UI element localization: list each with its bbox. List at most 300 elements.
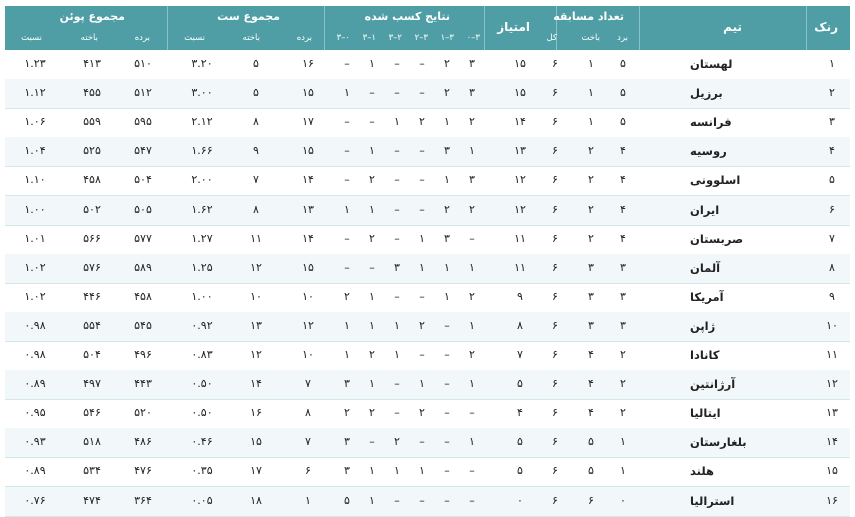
rank-cell: ۳: [829, 115, 835, 129]
result-03-cell: –: [344, 260, 350, 274]
result-32-cell: –: [419, 173, 425, 187]
result-23-cell: –: [394, 144, 400, 158]
pts-lost-cell: ۵۲۵: [83, 144, 101, 158]
lost-cell: ۲: [588, 173, 594, 187]
pts-won-cell: ۵۹۵: [134, 115, 152, 129]
pts-ratio-cell: ۱.۰۲: [24, 289, 46, 303]
table-row: [5, 312, 850, 342]
result-30-cell: ۳: [469, 173, 475, 187]
result-23-cell: –: [394, 173, 400, 187]
sets-lost-cell: ۸: [253, 202, 259, 216]
pts-lost-cell: ۵۴۶: [83, 406, 101, 420]
header-results-32: ۳–۲: [414, 33, 428, 43]
result-30-cell: ۲: [469, 348, 475, 361]
pts-ratio-cell: ۰.۸۹: [24, 464, 46, 478]
rank-cell: ۲: [829, 86, 835, 100]
header-matches-total: کل: [546, 33, 557, 43]
sets-lost-cell: ۹: [253, 144, 259, 158]
total-cell: ۶: [552, 144, 558, 158]
lost-cell: ۵: [588, 464, 594, 478]
pts-ratio-cell: ۰.۹۵: [24, 406, 46, 420]
result-23-cell: ۱: [394, 318, 400, 332]
total-cell: ۶: [552, 173, 558, 187]
result-13-cell: –: [369, 260, 375, 274]
header-results-30: ۳–۰: [466, 33, 480, 43]
standings-table: [5, 6, 850, 508]
result-31-cell: ۲: [444, 86, 450, 100]
total-cell: ۶: [552, 289, 558, 303]
result-32-cell: –: [419, 202, 425, 216]
table-row: [5, 283, 850, 313]
pts-lost-cell: ۵۱۸: [83, 435, 101, 449]
sets-won-cell: ۱۷: [302, 115, 314, 129]
result-31-cell: ۱: [444, 289, 450, 303]
table-row: [5, 487, 850, 517]
won-cell: ۲: [620, 348, 626, 361]
result-13-cell: –: [369, 435, 375, 449]
pts-won-cell: ۵۱۲: [134, 86, 152, 100]
points-cell: ۱۱: [514, 231, 526, 245]
team-name: کانادا: [690, 348, 720, 362]
header-sets: مجموع ست: [217, 10, 280, 23]
result-30-cell: ۱: [469, 144, 475, 158]
pts-lost-cell: ۵۷۶: [83, 260, 101, 274]
won-cell: ۳: [620, 318, 626, 332]
result-23-cell: ۳: [394, 260, 400, 274]
pts-lost-cell: ۵۶۶: [83, 231, 101, 245]
sets-ratio-cell: ۰.۵۰: [191, 377, 213, 391]
team-name: آمریکا: [690, 289, 724, 304]
pts-ratio-cell: ۰.۷۶: [24, 493, 46, 507]
result-31-cell: ۲: [444, 202, 450, 216]
table-row: [5, 196, 850, 226]
result-32-cell: –: [419, 144, 425, 158]
result-23-cell: –: [394, 57, 400, 70]
sets-won-cell: ۱۰: [302, 289, 314, 303]
result-31-cell: –: [444, 348, 450, 361]
result-03-cell: ۳: [344, 435, 350, 449]
sets-won-cell: ۷: [305, 377, 311, 391]
team-name: آرژانتین: [690, 377, 736, 392]
won-cell: ۴: [620, 202, 626, 216]
result-03-cell: ۲: [344, 406, 350, 420]
won-cell: ۲: [620, 377, 626, 391]
result-32-cell: ۱: [419, 231, 425, 245]
result-03-cell: ۳: [344, 377, 350, 391]
sets-lost-cell: ۸: [253, 115, 259, 129]
result-23-cell: –: [394, 86, 400, 100]
rank-cell: ۱۲: [826, 377, 838, 391]
header-sets-won: برده: [296, 33, 312, 43]
pts-lost-cell: ۴۱۳: [83, 57, 101, 70]
points-cell: ۱۲: [514, 202, 526, 216]
pts-ratio-cell: ۰.۹۸: [24, 348, 46, 361]
lost-cell: ۴: [588, 348, 594, 361]
result-32-cell: ۲: [419, 406, 425, 420]
sets-won-cell: ۱۳: [302, 202, 314, 216]
table-row: [5, 428, 850, 458]
table-row: [5, 399, 850, 429]
pts-won-cell: ۵۰۴: [134, 173, 152, 187]
result-30-cell: ۱: [469, 435, 475, 449]
sets-won-cell: ۱: [305, 493, 311, 507]
result-13-cell: ۱: [369, 464, 375, 478]
lost-cell: ۴: [588, 406, 594, 420]
result-30-cell: –: [469, 231, 475, 245]
won-cell: ۳: [620, 289, 626, 303]
result-03-cell: –: [344, 57, 350, 70]
sets-ratio-cell: ۰.۸۳: [191, 348, 213, 361]
header-pts-won: برده: [134, 33, 150, 43]
lost-cell: ۶: [588, 493, 594, 507]
sets-lost-cell: ۷: [253, 173, 259, 187]
lost-cell: ۲: [588, 231, 594, 245]
sets-ratio-cell: ۳.۰۰: [191, 86, 213, 100]
result-23-cell: –: [394, 493, 400, 507]
result-32-cell: ۲: [419, 115, 425, 129]
won-cell: ۴: [620, 231, 626, 245]
result-03-cell: –: [344, 115, 350, 129]
rank-cell: ۱: [829, 57, 835, 70]
rank-cell: ۹: [829, 289, 835, 303]
result-31-cell: ۱: [444, 173, 450, 187]
pts-won-cell: ۵۰۵: [134, 202, 152, 216]
pts-lost-cell: ۵۰۲: [83, 202, 101, 216]
pts-lost-cell: ۴۴۶: [83, 289, 101, 303]
team-name: آلمان: [690, 260, 721, 275]
pts-lost-cell: ۵۵۹: [83, 115, 101, 129]
lost-cell: ۱: [588, 86, 594, 100]
points-cell: ۵: [517, 377, 523, 391]
result-03-cell: –: [344, 231, 350, 245]
result-31-cell: ۳: [444, 144, 450, 158]
result-03-cell: ۱: [344, 202, 350, 216]
total-cell: ۶: [552, 493, 558, 507]
pts-lost-cell: ۴۵۸: [83, 173, 101, 187]
won-cell: ۴: [620, 144, 626, 158]
pts-won-cell: ۴۷۶: [134, 464, 152, 478]
sets-won-cell: ۱۶: [302, 57, 314, 70]
sets-won-cell: ۱۰: [302, 348, 314, 361]
sets-lost-cell: ۵: [253, 57, 259, 70]
won-cell: ۵: [620, 57, 626, 70]
lost-cell: ۳: [588, 289, 594, 303]
table-row: [5, 166, 850, 196]
pts-ratio-cell: ۱.۰۰: [24, 202, 46, 216]
pts-ratio-cell: ۰.۸۹: [24, 377, 46, 391]
result-31-cell: –: [444, 318, 450, 332]
pts-won-cell: ۳۶۴: [134, 493, 152, 507]
result-30-cell: ۱: [469, 318, 475, 332]
points-cell: ۸: [517, 318, 523, 332]
points-cell: ۹: [517, 289, 523, 303]
won-cell: ۴: [620, 173, 626, 187]
sets-ratio-cell: ۳.۲۰: [191, 57, 213, 70]
points-cell: ۵: [517, 435, 523, 449]
result-31-cell: –: [444, 464, 450, 478]
header-pts-lost: باخته: [80, 33, 98, 43]
result-03-cell: ۳: [344, 464, 350, 478]
result-13-cell: ۲: [369, 173, 375, 187]
total-cell: ۶: [552, 464, 558, 478]
result-03-cell: ۱: [344, 348, 350, 361]
rank-cell: ۵: [829, 173, 835, 187]
points-cell: ۴: [517, 406, 523, 420]
sets-won-cell: ۱۵: [302, 86, 314, 100]
team-name: بلغارستان: [690, 435, 747, 450]
result-13-cell: ۱: [369, 493, 375, 507]
result-30-cell: –: [469, 406, 475, 420]
header-matches-won: برد: [617, 33, 628, 43]
rank-cell: ۸: [829, 260, 835, 274]
result-31-cell: ۲: [444, 57, 450, 70]
result-32-cell: –: [419, 289, 425, 303]
sets-lost-cell: ۵: [253, 86, 259, 100]
sets-ratio-cell: ۰.۰۵: [191, 493, 213, 507]
result-23-cell: –: [394, 377, 400, 391]
lost-cell: ۵: [588, 435, 594, 449]
sets-won-cell: ۱۵: [302, 144, 314, 158]
pts-ratio-cell: ۱.۰۲: [24, 260, 46, 274]
result-31-cell: ۱: [444, 115, 450, 129]
pts-won-cell: ۵۲۰: [134, 406, 152, 420]
table-row: [5, 50, 850, 80]
total-cell: ۶: [552, 115, 558, 129]
header-results-13: ۱–۳: [362, 33, 376, 43]
pts-won-cell: ۴۸۶: [134, 435, 152, 449]
result-30-cell: ۳: [469, 86, 475, 100]
lost-cell: ۳: [588, 260, 594, 274]
sets-ratio-cell: ۱.۲۵: [191, 260, 213, 274]
rank-cell: ۶: [829, 202, 835, 216]
won-cell: ۵: [620, 86, 626, 100]
team-name: لهستان: [690, 57, 733, 71]
result-13-cell: ۱: [369, 377, 375, 391]
team-name: صربستان: [690, 231, 744, 246]
rank-cell: ۴: [829, 144, 835, 158]
header-sets-ratio: نسبت: [184, 33, 205, 43]
header-pts-ratio: نسبت: [21, 33, 42, 43]
header-points-total: مجموع پوئن: [59, 10, 125, 23]
result-30-cell: –: [469, 464, 475, 478]
rank-cell: ۷: [829, 231, 835, 245]
pts-ratio-cell: ۱.۱۲: [24, 86, 46, 100]
result-30-cell: ۲: [469, 115, 475, 129]
result-23-cell: ۱: [394, 464, 400, 478]
result-30-cell: ۱: [469, 260, 475, 274]
result-30-cell: –: [469, 493, 475, 507]
sets-ratio-cell: ۱.۶۲: [191, 202, 213, 216]
pts-ratio-cell: ۱.۰۶: [24, 115, 46, 129]
total-cell: ۶: [552, 57, 558, 70]
result-23-cell: –: [394, 202, 400, 216]
points-cell: ۱۳: [514, 144, 526, 158]
lost-cell: ۴: [588, 377, 594, 391]
sets-won-cell: ۱۴: [302, 231, 314, 245]
result-31-cell: ۱: [444, 260, 450, 274]
pts-ratio-cell: ۱.۰۴: [24, 144, 46, 158]
sets-ratio-cell: ۲.۱۲: [191, 115, 213, 129]
result-31-cell: –: [444, 406, 450, 420]
result-23-cell: ۱: [394, 348, 400, 361]
team-name: اسلوونی: [690, 173, 741, 188]
result-23-cell: ۱: [394, 115, 400, 129]
total-cell: ۶: [552, 377, 558, 391]
points-cell: ۵: [517, 464, 523, 478]
pts-won-cell: ۴۵۸: [134, 289, 152, 303]
result-31-cell: ۳: [444, 231, 450, 245]
result-13-cell: ۱: [369, 57, 375, 70]
result-13-cell: ۱: [369, 202, 375, 216]
pts-won-cell: ۵۴۵: [134, 318, 152, 332]
table-row: [5, 79, 850, 109]
pts-lost-cell: ۴۹۷: [83, 377, 101, 391]
result-23-cell: –: [394, 231, 400, 245]
team-name: برزیل: [690, 86, 723, 101]
rank-cell: ۱۳: [826, 406, 838, 420]
result-30-cell: ۲: [469, 289, 475, 303]
total-cell: ۶: [552, 260, 558, 274]
result-13-cell: ۱: [369, 289, 375, 303]
result-32-cell: –: [419, 493, 425, 507]
rank-cell: ۱۰: [826, 318, 838, 332]
sets-won-cell: ۷: [305, 435, 311, 449]
table-row: [5, 341, 850, 371]
total-cell: ۶: [552, 202, 558, 216]
result-31-cell: –: [444, 493, 450, 507]
sets-lost-cell: ۱۷: [250, 464, 262, 478]
team-name: ایران: [690, 202, 720, 217]
team-name: روسیه: [690, 144, 727, 159]
sets-lost-cell: ۱۴: [250, 377, 262, 391]
sets-ratio-cell: ۰.۳۵: [191, 464, 213, 478]
pts-lost-cell: ۴۷۴: [83, 493, 101, 507]
result-03-cell: –: [344, 144, 350, 158]
won-cell: ۱: [620, 464, 626, 478]
pts-ratio-cell: ۱.۱۰: [24, 173, 46, 187]
points-cell: ۱۵: [514, 57, 526, 70]
rank-cell: ۱۴: [826, 435, 838, 449]
team-name: ژاپن: [690, 318, 716, 333]
header-matches: تعداد مسابقه: [553, 10, 624, 23]
sets-ratio-cell: ۱.۶۶: [191, 144, 213, 158]
pts-lost-cell: ۴۵۵: [83, 86, 101, 100]
result-32-cell: –: [419, 348, 425, 361]
header-results-23: ۲–۳: [388, 33, 402, 43]
sets-lost-cell: ۱۲: [250, 348, 262, 361]
points-cell: ۱۵: [514, 86, 526, 100]
lost-cell: ۱: [588, 115, 594, 129]
pts-ratio-cell: ۱.۲۳: [24, 57, 46, 70]
result-13-cell: ۲: [369, 231, 375, 245]
sets-won-cell: ۸: [305, 406, 311, 420]
team-name: ایتالیا: [690, 406, 721, 421]
table-row: [5, 225, 850, 255]
pts-ratio-cell: ۰.۹۸: [24, 318, 46, 332]
lost-cell: ۲: [588, 144, 594, 158]
pts-won-cell: ۵۷۷: [134, 231, 152, 245]
result-30-cell: ۳: [469, 57, 475, 70]
points-cell: ۰: [517, 493, 523, 507]
team-name: هلند: [690, 464, 715, 479]
table-row: [5, 137, 850, 167]
points-cell: ۱۴: [514, 115, 526, 129]
header-results: نتایج کسب شده: [364, 10, 450, 23]
pts-won-cell: ۴۹۶: [134, 348, 152, 361]
pts-won-cell: ۴۴۳: [134, 377, 152, 391]
sets-lost-cell: ۱۳: [250, 318, 262, 332]
rank-cell: ۱۱: [826, 348, 838, 361]
result-13-cell: ۲: [369, 406, 375, 420]
result-13-cell: –: [369, 86, 375, 100]
result-03-cell: ۱: [344, 86, 350, 100]
sets-ratio-cell: ۱.۲۷: [191, 231, 213, 245]
header-sets-lost: باخته: [242, 33, 260, 43]
sets-ratio-cell: ۰.۴۶: [191, 435, 213, 449]
sets-ratio-cell: ۲.۰۰: [191, 173, 213, 187]
result-32-cell: –: [419, 86, 425, 100]
sets-won-cell: ۱۴: [302, 173, 314, 187]
lost-cell: ۱: [588, 57, 594, 70]
result-30-cell: ۲: [469, 202, 475, 216]
result-13-cell: ۲: [369, 348, 375, 361]
sets-lost-cell: ۱۰: [250, 289, 262, 303]
total-cell: ۶: [552, 406, 558, 420]
result-03-cell: ۱: [344, 318, 350, 332]
team-name: فرانسه: [690, 115, 732, 130]
result-03-cell: ۵: [344, 493, 350, 507]
pts-lost-cell: ۵۳۴: [83, 464, 101, 478]
result-30-cell: ۱: [469, 377, 475, 391]
rank-cell: ۱۶: [826, 493, 838, 507]
sets-ratio-cell: ۰.۹۲: [191, 318, 213, 332]
won-cell: ۵: [620, 115, 626, 129]
table-row: [5, 370, 850, 400]
total-cell: ۶: [552, 231, 558, 245]
pts-won-cell: ۵۸۹: [134, 260, 152, 274]
result-13-cell: ۱: [369, 144, 375, 158]
sets-lost-cell: ۱۸: [250, 493, 262, 507]
sets-ratio-cell: ۱.۰۰: [191, 289, 213, 303]
won-cell: ۱: [620, 435, 626, 449]
lost-cell: ۲: [588, 202, 594, 216]
pts-won-cell: ۵۱۰: [134, 57, 152, 70]
header-points: امتیاز: [497, 20, 530, 34]
points-cell: ۱۱: [514, 260, 526, 274]
result-31-cell: –: [444, 435, 450, 449]
result-32-cell: ۱: [419, 260, 425, 274]
sets-ratio-cell: ۰.۵۰: [191, 406, 213, 420]
result-13-cell: ۱: [369, 318, 375, 332]
result-32-cell: ۲: [419, 318, 425, 332]
table-row: [5, 457, 850, 487]
pts-lost-cell: ۵۰۴: [83, 348, 101, 361]
result-23-cell: –: [394, 289, 400, 303]
result-03-cell: –: [344, 173, 350, 187]
sets-won-cell: ۱۵: [302, 260, 314, 274]
result-32-cell: –: [419, 435, 425, 449]
table-header: [5, 6, 850, 50]
sets-won-cell: ۶: [305, 464, 311, 478]
points-cell: ۷: [517, 348, 523, 361]
header-results-03: ۰–۳: [336, 33, 350, 43]
rank-cell: ۱۵: [826, 464, 838, 478]
result-32-cell: ۱: [419, 464, 425, 478]
header-rank: رنک: [814, 20, 838, 34]
pts-won-cell: ۵۴۷: [134, 144, 152, 158]
table-row: [5, 108, 850, 138]
sets-lost-cell: ۱۲: [250, 260, 262, 274]
